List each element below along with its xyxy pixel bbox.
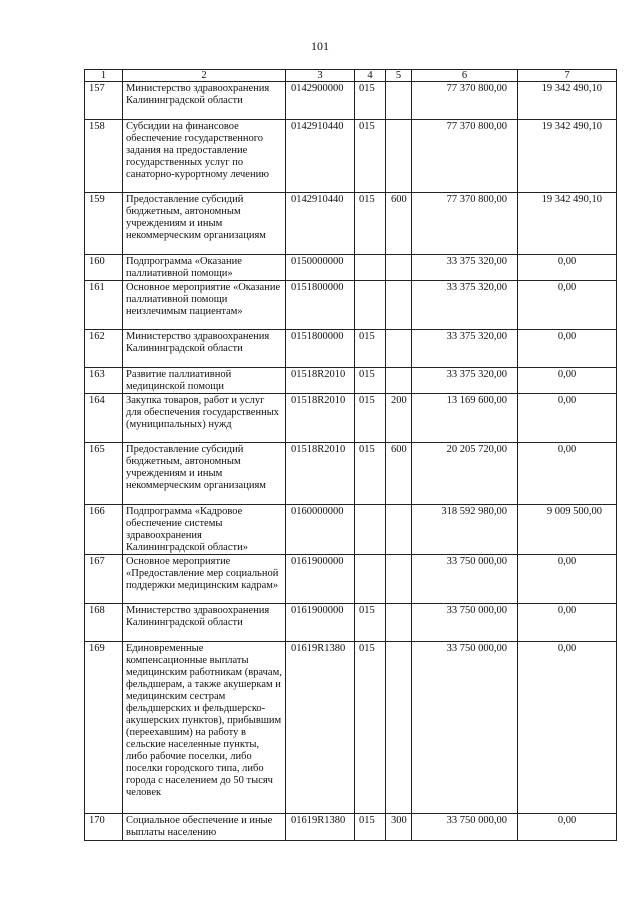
row-name: Предоставление субсидий бюджетным, автономным учреждениям и иным некоммерческим организациям <box>123 443 286 505</box>
table-row <box>85 368 617 394</box>
row-name: Министерство здравоохранения Калининградской области <box>123 330 286 368</box>
row-amount-6: 33 750 000,00 <box>412 642 518 814</box>
row-number: 164 <box>85 394 123 443</box>
row-name: Министерство здравоохранения Калининградской области <box>123 82 286 120</box>
row-number: 163 <box>85 368 123 394</box>
table-row <box>85 120 617 193</box>
header-cell: 3 <box>286 70 355 82</box>
row-expense-type <box>386 255 412 281</box>
row-expense-type <box>386 330 412 368</box>
row-number: 162 <box>85 330 123 368</box>
row-amount-6: 33 375 320,00 <box>412 368 518 394</box>
header-cell: 4 <box>355 70 386 82</box>
row-number: 159 <box>85 193 123 255</box>
row-name: Подпрограмма «Кадровое обеспечение системы здравоохранения Калининградской области» <box>123 505 286 555</box>
table-row <box>85 394 617 443</box>
row-amount-6: 77 370 800,00 <box>412 120 518 193</box>
row-code: 0151800000 <box>286 281 355 330</box>
row-expense-type <box>386 505 412 555</box>
row-ministry-code: 015 <box>355 193 386 255</box>
row-amount-7: 19 342 490,10 <box>518 193 617 255</box>
table-row <box>85 255 617 281</box>
row-amount-6: 20 205 720,00 <box>412 443 518 505</box>
table-row <box>85 193 617 255</box>
row-code: 0142900000 <box>286 82 355 120</box>
row-amount-7: 0,00 <box>518 330 617 368</box>
table-row <box>85 330 617 368</box>
header-cell: 7 <box>518 70 617 82</box>
row-amount-6: 318 592 980,00 <box>412 505 518 555</box>
row-expense-type <box>386 82 412 120</box>
row-amount-6: 33 375 320,00 <box>412 330 518 368</box>
row-ministry-code <box>355 255 386 281</box>
row-number: 169 <box>85 642 123 814</box>
table-row <box>85 505 617 555</box>
row-code: 0161900000 <box>286 604 355 642</box>
row-number: 168 <box>85 604 123 642</box>
row-code: 0161900000 <box>286 555 355 604</box>
row-amount-7: 0,00 <box>518 394 617 443</box>
row-code: 01518R2010 <box>286 368 355 394</box>
row-code: 0142910440 <box>286 193 355 255</box>
row-name: Министерство здравоохранения Калининградской области <box>123 604 286 642</box>
table-row <box>85 604 617 642</box>
header-cell: 1 <box>85 70 123 82</box>
row-code: 0151800000 <box>286 330 355 368</box>
row-name: Основное мероприятие «Оказание паллиативной помощи неизлечимым пациентам» <box>123 281 286 330</box>
row-code: 01518R2010 <box>286 443 355 505</box>
row-amount-7: 9 009 500,00 <box>518 505 617 555</box>
row-number: 157 <box>85 82 123 120</box>
row-name: Закупка товаров, работ и услуг для обеспечения государственных (муниципальных) нужд <box>123 394 286 443</box>
row-expense-type <box>386 368 412 394</box>
row-amount-7: 0,00 <box>518 604 617 642</box>
row-amount-7: 19 342 490,10 <box>518 82 617 120</box>
header-cell: 6 <box>412 70 518 82</box>
row-ministry-code: 015 <box>355 604 386 642</box>
table-header-row <box>85 70 617 82</box>
header-cell: 2 <box>123 70 286 82</box>
row-code: 01518R2010 <box>286 394 355 443</box>
row-name: Подпрограмма «Оказание паллиативной помощи» <box>123 255 286 281</box>
row-amount-6: 33 375 320,00 <box>412 281 518 330</box>
row-ministry-code <box>355 281 386 330</box>
row-number: 160 <box>85 255 123 281</box>
row-number: 158 <box>85 120 123 193</box>
row-number: 165 <box>85 443 123 505</box>
row-name: Предоставление субсидий бюджетным, автономным учреждениям и иным некоммерческим организациям <box>123 193 286 255</box>
row-expense-type <box>386 281 412 330</box>
row-expense-type: 600 <box>386 193 412 255</box>
row-name: Социальное обеспечение и иные выплаты населению <box>123 814 286 841</box>
table-row <box>85 82 617 120</box>
row-amount-6: 33 750 000,00 <box>412 814 518 841</box>
header-cell: 5 <box>386 70 412 82</box>
row-name: Единовременные компенсационные выплаты медицинским работникам (врачам, фельдшерам, а также акушеркам и медицинским сестрам фельдшерских и фельдшерско-акушерских пунктов), прибывшим (переехавшим) на работу в сельские населенные пункты, либо рабочие поселки, либо поселки городского типа, либо города с населением до 50 тысяч человек <box>123 642 286 814</box>
row-ministry-code: 015 <box>355 120 386 193</box>
row-code: 0160000000 <box>286 505 355 555</box>
row-code: 0150000000 <box>286 255 355 281</box>
row-expense-type <box>386 120 412 193</box>
row-ministry-code <box>355 505 386 555</box>
row-code: 01619R1380 <box>286 642 355 814</box>
row-number: 166 <box>85 505 123 555</box>
row-amount-7: 0,00 <box>518 814 617 841</box>
row-name: Основное мероприятие «Предоставление мер социальной поддержки медицинским кадрам» <box>123 555 286 604</box>
row-ministry-code: 015 <box>355 443 386 505</box>
row-ministry-code: 015 <box>355 82 386 120</box>
row-ministry-code <box>355 555 386 604</box>
row-ministry-code: 015 <box>355 814 386 841</box>
row-amount-7: 0,00 <box>518 281 617 330</box>
row-amount-7: 0,00 <box>518 555 617 604</box>
row-expense-type <box>386 642 412 814</box>
row-amount-7: 0,00 <box>518 368 617 394</box>
row-amount-6: 13 169 600,00 <box>412 394 518 443</box>
row-ministry-code: 015 <box>355 394 386 443</box>
table-row <box>85 443 617 505</box>
row-expense-type: 600 <box>386 443 412 505</box>
row-amount-6: 77 370 800,00 <box>412 82 518 120</box>
row-ministry-code: 015 <box>355 642 386 814</box>
row-amount-7: 0,00 <box>518 642 617 814</box>
row-amount-7: 19 342 490,10 <box>518 120 617 193</box>
row-expense-type: 200 <box>386 394 412 443</box>
page-number: 101 <box>311 39 329 53</box>
row-ministry-code: 015 <box>355 330 386 368</box>
row-amount-6: 33 375 320,00 <box>412 255 518 281</box>
table-row <box>85 642 617 814</box>
row-number: 167 <box>85 555 123 604</box>
row-expense-type <box>386 604 412 642</box>
table-row <box>85 281 617 330</box>
row-expense-type <box>386 555 412 604</box>
row-name: Развитие паллиативной медицинской помощи <box>123 368 286 394</box>
table-row <box>85 555 617 604</box>
row-amount-7: 0,00 <box>518 443 617 505</box>
row-amount-7: 0,00 <box>518 255 617 281</box>
row-amount-6: 77 370 800,00 <box>412 193 518 255</box>
row-number: 170 <box>85 814 123 841</box>
row-expense-type: 300 <box>386 814 412 841</box>
row-number: 161 <box>85 281 123 330</box>
row-name: Субсидии на финансовое обеспечение государственного задания на предоставление государственных услуг по санаторно-курортному лечению <box>123 120 286 193</box>
row-code: 0142910440 <box>286 120 355 193</box>
table-row <box>85 814 617 841</box>
row-ministry-code: 015 <box>355 368 386 394</box>
row-code: 01619R1380 <box>286 814 355 841</box>
row-amount-6: 33 750 000,00 <box>412 604 518 642</box>
row-amount-6: 33 750 000,00 <box>412 555 518 604</box>
budget-table <box>84 69 617 841</box>
